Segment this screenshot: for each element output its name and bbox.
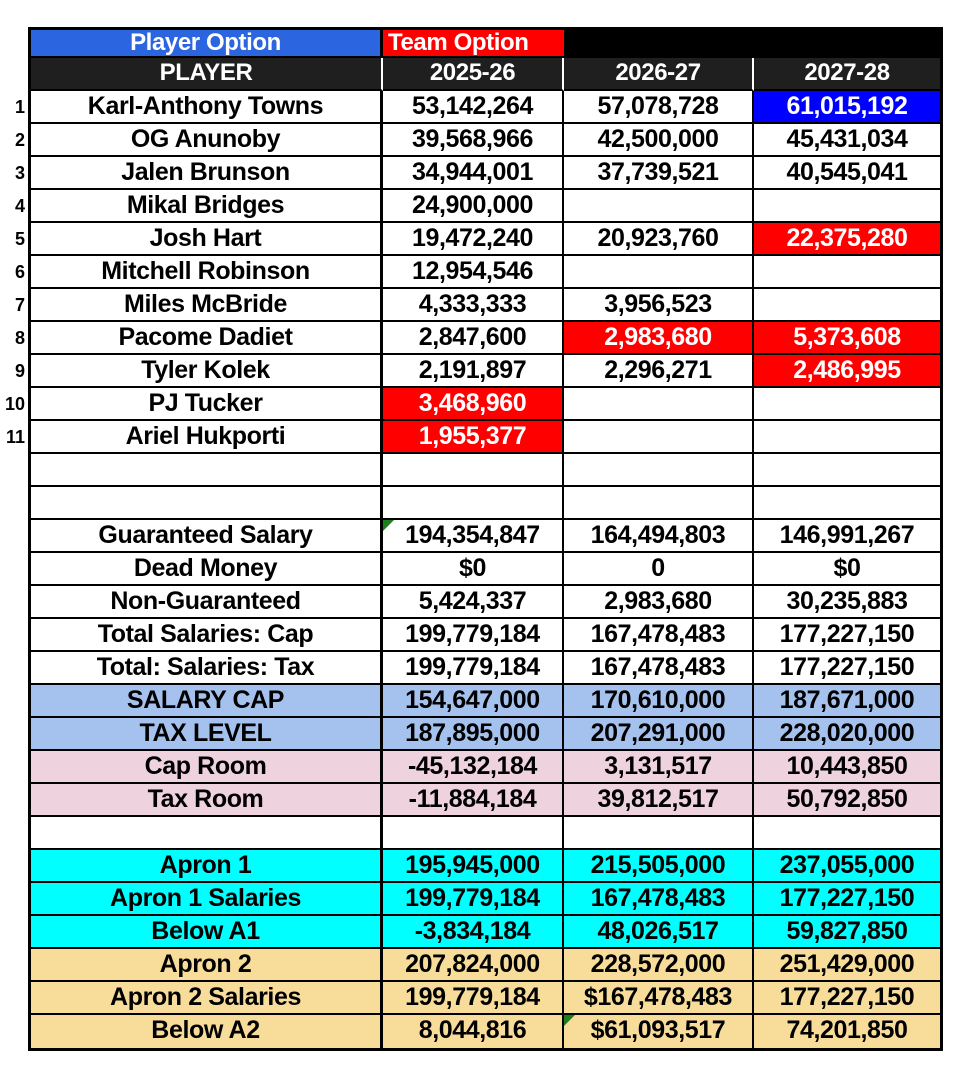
value-cell[interactable] (754, 487, 940, 520)
row-number[interactable]: 8 (14, 328, 25, 348)
row-label-cell[interactable]: SALARY CAP (31, 685, 383, 718)
value-cell[interactable] (564, 421, 754, 454)
row-label-cell[interactable]: Total: Salaries: Tax (31, 652, 383, 685)
value-cell[interactable]: 2,486,995 (754, 355, 940, 388)
value-cell[interactable]: 5,373,608 (754, 322, 940, 355)
value-cell[interactable]: 199,779,184 (383, 883, 564, 916)
row-label-cell[interactable]: Below A1 (31, 916, 383, 949)
value-cell[interactable]: 177,227,150 (754, 883, 940, 916)
row-number[interactable]: 4 (14, 196, 25, 216)
value-cell[interactable] (754, 817, 940, 850)
value-cell[interactable]: 215,505,000 (564, 850, 754, 883)
value-cell[interactable]: 228,572,000 (564, 949, 754, 982)
value-cell[interactable]: 167,478,483 (564, 619, 754, 652)
value-cell[interactable] (383, 454, 564, 487)
value-cell[interactable] (754, 454, 940, 487)
row-label-cell[interactable]: PJ Tucker (31, 388, 383, 421)
value-cell[interactable]: $0 (754, 553, 940, 586)
value-cell[interactable] (754, 256, 940, 289)
legend-player-option[interactable]: Player Option (31, 30, 383, 58)
row-label-cell[interactable]: Karl-Anthony Towns (31, 91, 383, 124)
row-number[interactable]: 10 (4, 394, 25, 414)
value-cell[interactable]: 24,900,000 (383, 190, 564, 223)
value-cell[interactable]: 4,333,333 (383, 289, 564, 322)
row-number[interactable]: 3 (14, 163, 25, 183)
value-cell[interactable]: 34,944,001 (383, 157, 564, 190)
value-cell[interactable]: 2,983,680 (564, 586, 754, 619)
error-flag-triangle-icon (564, 1015, 575, 1026)
row-label-cell[interactable]: Jalen Brunson (31, 157, 383, 190)
row-label-cell[interactable]: OG Anunoby (31, 124, 383, 157)
value-cell[interactable]: 177,227,150 (754, 619, 940, 652)
value-cell[interactable] (564, 256, 754, 289)
value-cell[interactable]: 167,478,483 (564, 883, 754, 916)
value-cell[interactable]: 3,468,960 (383, 388, 564, 421)
value-cell[interactable] (564, 817, 754, 850)
value-cell[interactable]: 154,647,000 (383, 685, 564, 718)
value-cell[interactable]: -45,132,184 (383, 751, 564, 784)
header-cell-2027-28[interactable]: 2027-28 (754, 58, 940, 91)
value-cell[interactable] (564, 487, 754, 520)
value-cell[interactable]: 12,954,546 (383, 256, 564, 289)
value-cell[interactable]: 251,429,000 (754, 949, 940, 982)
value-cell[interactable]: 3,131,517 (564, 751, 754, 784)
value-cell[interactable] (383, 487, 564, 520)
value-cell[interactable]: 146,991,267 (754, 520, 940, 553)
value-cell[interactable]: 39,568,966 (383, 124, 564, 157)
value-cell[interactable]: -3,834,184 (383, 916, 564, 949)
value-cell[interactable]: 2,983,680 (564, 322, 754, 355)
value-cell[interactable] (754, 388, 940, 421)
row-label-cell[interactable]: Miles McBride (31, 289, 383, 322)
header-cell-player[interactable]: PLAYER (31, 58, 383, 91)
value-cell[interactable]: 8,044,816 (383, 1015, 564, 1048)
value-cell[interactable]: 207,291,000 (564, 718, 754, 751)
value-cell[interactable]: 37,739,521 (564, 157, 754, 190)
value-cell[interactable] (754, 421, 940, 454)
value-cell[interactable]: 5,424,337 (383, 586, 564, 619)
value-cell[interactable]: 2,191,897 (383, 355, 564, 388)
value-cell[interactable]: 30,235,883 (754, 586, 940, 619)
value-cell[interactable]: 1,955,377 (383, 421, 564, 454)
row-label-cell[interactable]: Tyler Kolek (31, 355, 383, 388)
value-cell[interactable] (383, 817, 564, 850)
row-number[interactable]: 7 (14, 295, 25, 315)
value-cell[interactable]: 195,945,000 (383, 850, 564, 883)
value-cell[interactable]: 199,779,184 (383, 619, 564, 652)
value-cell[interactable]: 20,923,760 (564, 223, 754, 256)
value-cell[interactable]: 3,956,523 (564, 289, 754, 322)
value-cell[interactable]: 48,026,517 (564, 916, 754, 949)
row-number[interactable]: 1 (14, 97, 25, 117)
row-label-cell[interactable]: Mitchell Robinson (31, 256, 383, 289)
value-cell[interactable]: 19,472,240 (383, 223, 564, 256)
row-label-cell[interactable]: Total Salaries: Cap (31, 619, 383, 652)
row-label-cell[interactable]: Josh Hart (31, 223, 383, 256)
value-cell[interactable]: 199,779,184 (383, 982, 564, 1015)
row-label-cell[interactable]: Cap Room (31, 751, 383, 784)
row-label-cell[interactable]: Apron 2 (31, 949, 383, 982)
row-number[interactable]: 5 (14, 229, 25, 249)
row-label-cell[interactable]: Tax Room (31, 784, 383, 817)
row-label-cell[interactable] (31, 817, 383, 850)
value-cell[interactable]: $0 (383, 553, 564, 586)
value-cell[interactable]: 42,500,000 (564, 124, 754, 157)
row-number[interactable]: 6 (14, 262, 25, 282)
value-cell[interactable] (564, 190, 754, 223)
value-cell[interactable]: 177,227,150 (754, 982, 940, 1015)
value-cell[interactable]: 50,792,850 (754, 784, 940, 817)
row-label-cell[interactable]: Apron 1 Salaries (31, 883, 383, 916)
value-cell[interactable]: 22,375,280 (754, 223, 940, 256)
value-cell[interactable]: 237,055,000 (754, 850, 940, 883)
value-cell[interactable]: $167,478,483 (564, 982, 754, 1015)
value-cell[interactable]: 45,431,034 (754, 124, 940, 157)
value-cell[interactable]: 40,545,041 (754, 157, 940, 190)
row-number[interactable]: 9 (14, 361, 25, 381)
value-cell[interactable]: $61,093,517 (564, 1015, 754, 1048)
salary-cap-sheet (28, 27, 943, 1051)
value-cell[interactable]: 187,895,000 (383, 718, 564, 751)
row-label-cell[interactable]: Mikal Bridges (31, 190, 383, 223)
legend-black-band (564, 30, 940, 58)
row-number[interactable]: 11 (5, 427, 25, 447)
row-label-cell[interactable]: TAX LEVEL (31, 718, 383, 751)
value-cell[interactable]: 53,142,264 (383, 91, 564, 124)
value-cell[interactable]: 2,847,600 (383, 322, 564, 355)
row-label-cell[interactable]: Ariel Hukporti (31, 421, 383, 454)
value-cell[interactable]: 39,812,517 (564, 784, 754, 817)
value-cell[interactable]: 187,671,000 (754, 685, 940, 718)
error-flag-triangle-icon (383, 520, 394, 531)
value-cell[interactable]: 74,201,850 (754, 1015, 940, 1048)
value-cell[interactable]: 0 (564, 553, 754, 586)
row-label-cell[interactable] (31, 454, 383, 487)
value-cell[interactable]: 177,227,150 (754, 652, 940, 685)
row-label-cell[interactable]: Dead Money (31, 553, 383, 586)
row-label-cell[interactable]: Guaranteed Salary (31, 520, 383, 553)
value-cell[interactable] (754, 190, 940, 223)
value-cell[interactable] (564, 454, 754, 487)
value-cell[interactable]: 228,020,000 (754, 718, 940, 751)
value-cell[interactable] (754, 289, 940, 322)
value-cell[interactable]: 164,494,803 (564, 520, 754, 553)
value-cell[interactable]: 57,078,728 (564, 91, 754, 124)
value-cell[interactable] (564, 388, 754, 421)
row-number[interactable]: 2 (14, 130, 25, 150)
row-label-cell[interactable]: Apron 1 (31, 850, 383, 883)
row-label-cell[interactable] (31, 487, 383, 520)
header-cell-2025-26[interactable]: 2025-26 (383, 58, 564, 91)
header-cell-2026-27[interactable]: 2026-27 (564, 58, 754, 91)
row-label-cell[interactable]: Apron 2 Salaries (31, 982, 383, 1015)
row-label-cell[interactable]: Non-Guaranteed (31, 586, 383, 619)
value-cell[interactable]: 61,015,192 (754, 91, 940, 124)
value-cell[interactable]: 170,610,000 (564, 685, 754, 718)
value-cell[interactable]: 167,478,483 (564, 652, 754, 685)
value-cell[interactable]: -11,884,184 (383, 784, 564, 817)
row-label-cell[interactable]: Pacome Dadiet (31, 322, 383, 355)
row-label-cell[interactable]: Below A2 (31, 1015, 383, 1048)
legend-team-option[interactable]: Team Option (383, 30, 564, 58)
value-cell[interactable]: 194,354,847 (383, 520, 564, 553)
value-cell[interactable]: 10,443,850 (754, 751, 940, 784)
value-cell[interactable]: 2,296,271 (564, 355, 754, 388)
value-cell[interactable]: 207,824,000 (383, 949, 564, 982)
value-cell[interactable]: 199,779,184 (383, 652, 564, 685)
value-cell[interactable]: 59,827,850 (754, 916, 940, 949)
